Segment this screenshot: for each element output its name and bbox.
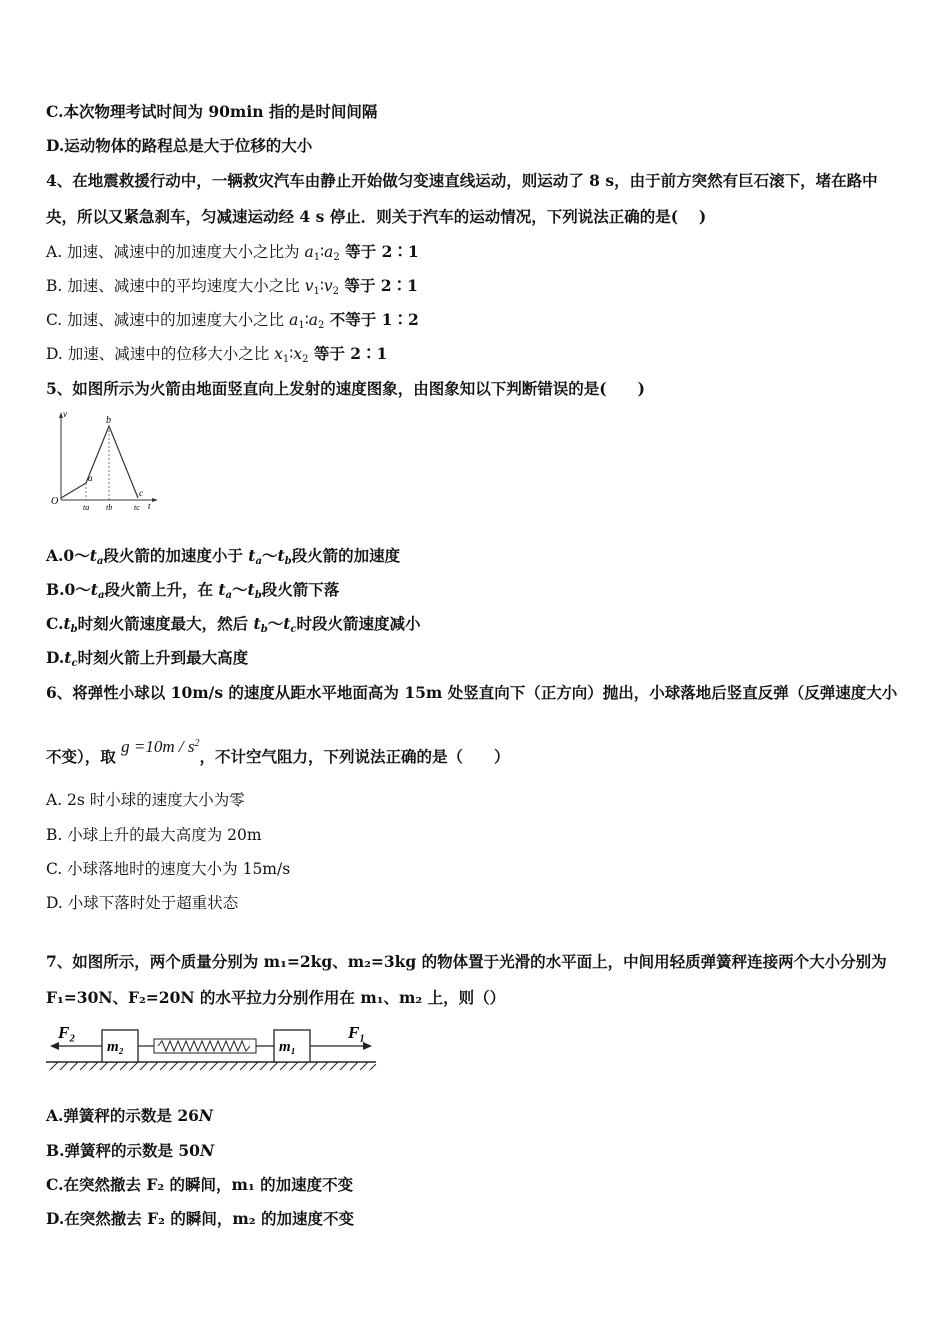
origin-label: O: [51, 496, 59, 507]
q6-option-b: B. 小球上升的最大高度为 20m: [46, 826, 262, 844]
spring-scale-body: [154, 1039, 256, 1053]
tb-tick: tb: [106, 503, 113, 512]
q5-option-d: $D.t_c$时刻火箭上升到最大高度: [46, 648, 249, 669]
velocity-curve: [61, 426, 138, 498]
q6-option-a: A. 2s 时小球的速度大小为零: [46, 791, 245, 809]
q4-option-c: C. 加速、减速中的加速度大小之比 $a_1∶a_2$ 不等于 1∶2: [46, 310, 419, 331]
point-a-label: a: [88, 473, 93, 483]
q3-option-d: D.运动物体的路程总是大于位移的大小: [46, 136, 313, 155]
q7-option-a: A.弹簧秤的示数是 26N: [46, 1106, 214, 1125]
t-label: t: [148, 501, 151, 511]
q5-option-b: $B.0\sim t_a$段火箭上升，在 $t_a\sim t_b$段火箭下落: [46, 580, 340, 601]
tc-tick: tc: [134, 503, 140, 512]
gravity-formula: $g =10m / s^2$: [121, 737, 200, 756]
m2-label: m₂: [107, 1039, 124, 1055]
q5-option-a: $A.0\sim t_a$段火箭的加速度小于 $t_a\sim t_b$段火箭的加速度: [46, 546, 401, 567]
q5-option-c: $C.t_b$时刻火箭速度最大，然后 $t_b\sim t_c$时段火箭速度减小: [46, 614, 421, 635]
q7-spring-scale-figure: [46, 1018, 378, 1076]
q7-stem-line2: F₁=30N、F₂=20N 的水平拉力分别作用在 m₁、m₂ 上，则（）: [46, 988, 506, 1007]
q4-stem-line1: 4、在地震救援行动中，一辆救灾汽车由静止开始做匀变速直线运动，则运动了 8 s，由于前方突然有巨石滚下，堵在路中: [46, 171, 878, 190]
q3-option-c: C.本次物理考试时间为 90min 指的是时间间隔: [46, 102, 378, 121]
f1-label: F₁: [348, 1023, 366, 1042]
point-b-label: b: [106, 415, 111, 426]
q4-option-b: B. 加速、减速中的平均速度大小之比 $v_1∶v_2$ 等于 2∶1: [46, 276, 418, 297]
f2-label: F₂: [58, 1023, 76, 1042]
q6-stem-line1: 6、将弹性小球以 10m/s 的速度从距水平地面高为 15m 处竖直向下（正方向）抛出，小球落地后竖直反弹（反弹速度大小: [46, 683, 898, 702]
q5-velocity-time-graph: [46, 408, 161, 518]
q6-option-c: C. 小球落地时的速度大小为 15m/s: [46, 860, 291, 878]
ground-hatch: [50, 1062, 376, 1070]
q7-stem-line1: 7、如图所示，两个质量分别为 m₁=2kg、m₂=3kg 的物体置于光滑的水平面上，中间用轻质弹簧秤连接两个大小分别为: [46, 952, 887, 971]
q4-option-d: D. 加速、减速中的位移大小之比 $x_1∶x_2$ 等于 2∶1: [46, 344, 388, 365]
v-label: v: [63, 409, 67, 419]
q7-option-b: B.弹簧秤的示数是 50N: [46, 1141, 215, 1160]
q6-option-d: D. 小球下落时处于超重状态: [46, 894, 239, 912]
m1-label: m₁: [279, 1039, 296, 1055]
q5-stem: 5、如图所示为火箭由地面竖直向上发射的速度图象，由图象知以下判断错误的是( ): [46, 379, 645, 398]
q4-stem-line2: 央，所以又紧急刹车，匀减速运动经 4 s 停止．则关于汽车的运动情况，下列说法正确的是( ): [46, 207, 707, 226]
ta-tick: ta: [83, 503, 90, 512]
q7-option-d: D.在突然撤去 F₂ 的瞬间，m₂ 的加速度不变: [46, 1209, 354, 1228]
q6-stem-line2: 不变），取 $g =10m / s^2$，不计空气阻力，下列说法正确的是（ ）: [46, 744, 510, 767]
q7-option-c: C.在突然撤去 F₂ 的瞬间，m₁ 的加速度不变: [46, 1175, 354, 1194]
q4-option-a: A. 加速、减速中的加速度大小之比为 $a_1∶a_2$ 等于 2∶1: [46, 242, 419, 263]
point-c-label: c: [139, 488, 143, 498]
